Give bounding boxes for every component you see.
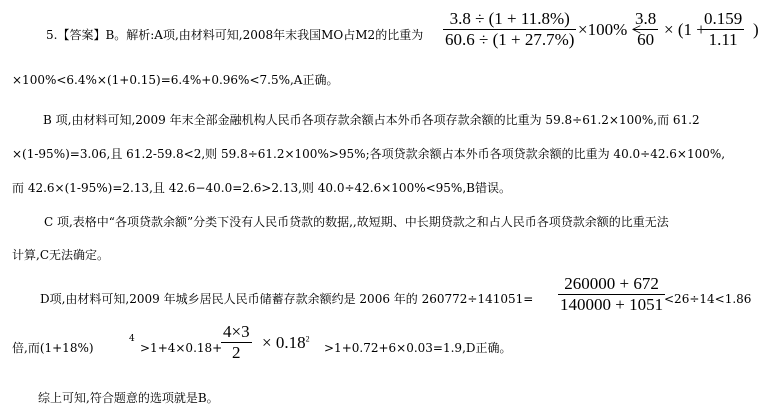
times-100-percent: ×100% < bbox=[578, 20, 642, 39]
para5-line2: ×100%<6.4%×(1+0.15)=6.4%+0.96%<7.5%,A正确。 bbox=[12, 73, 339, 87]
paraD-line2-mid: >1+4×0.18+ bbox=[140, 341, 223, 355]
fraction-a2-denominator: 60 bbox=[637, 30, 655, 49]
fraction-d1-denominator: 140000 + 1051 bbox=[560, 295, 664, 314]
fraction-a3 bbox=[702, 9, 744, 50]
exponent-4: 4 bbox=[129, 334, 135, 344]
fraction-d2-numerator: 4×3 bbox=[223, 322, 250, 341]
fraction-a2-numerator: 3.8 bbox=[635, 9, 657, 28]
times-018 bbox=[262, 333, 310, 353]
fraction-d2-denominator: 2 bbox=[232, 343, 241, 362]
fraction-a1-denominator: 60.6 ÷ (1 + 27.7%) bbox=[445, 30, 575, 49]
fraction-d1 bbox=[558, 274, 665, 315]
fraction-a1-numerator: 3.8 ÷ (1 + 11.8%) bbox=[443, 9, 576, 30]
times-018-text: × 0.18 bbox=[262, 333, 306, 352]
paraC-line2: 计算,C无法确定。 bbox=[12, 248, 109, 262]
fraction-a1 bbox=[443, 9, 576, 50]
paraB-line2: ×(1-95%)=3.06,且 61.2-59.8<2,则 59.8÷61.2×100%>95%;各项贷款余额占本外币各项贷款余额的比重为 40.0÷42.6×100%, bbox=[12, 147, 726, 161]
times-paren: × (1 + bbox=[664, 20, 706, 39]
paraD-line2-prefix: 倍,而(1+18%) bbox=[12, 341, 94, 355]
paraB-line3: 而 42.6×(1-95%)=2.13,且 42.6−40.0=2.6>2.13,则 40.0÷42.6×100%<95%,B错误。 bbox=[12, 181, 511, 195]
fraction-a2 bbox=[633, 9, 658, 50]
fraction-a3-numerator: 0.159 bbox=[704, 9, 743, 28]
paraC-line1: C 项,表格中“各项贷款余额”分类下没有人民币贷款的数据,,故短期、中长期贷款之和占人民币各项贷款余额的比重无法 bbox=[44, 215, 669, 229]
close-paren: ) bbox=[753, 20, 759, 39]
fraction-d1-numerator: 260000 + 672 bbox=[558, 274, 665, 295]
paraD-line1-text: D项,由材料可知,2009 年城乡居民人民币储蓄存款余额约是 2006 年的 260772÷141051= bbox=[40, 292, 534, 306]
paraD-line1-suffix: <26÷14<1.86 bbox=[664, 292, 752, 306]
conclusion: 综上可知,符合题意的选项就是B。 bbox=[38, 391, 219, 405]
square-exponent: 2 bbox=[305, 334, 310, 344]
paraB-line1: B 项,由材料可知,2009 年末全部金融机构人民币各项存款余额占本外币各项存款余额的比重为 59.8÷61.2×100%,而 61.2 bbox=[43, 113, 700, 127]
fraction-a3-denominator: 1.11 bbox=[708, 30, 738, 49]
fraction-d2 bbox=[221, 322, 252, 363]
paraD-line2-suffix: >1+0.72+6×0.03=1.9,D正确。 bbox=[324, 341, 512, 355]
para5-line1-text: 5.【答案】B。解析:A项,由材料可知,2008年末我国MO占M2的比重为 bbox=[46, 28, 424, 42]
